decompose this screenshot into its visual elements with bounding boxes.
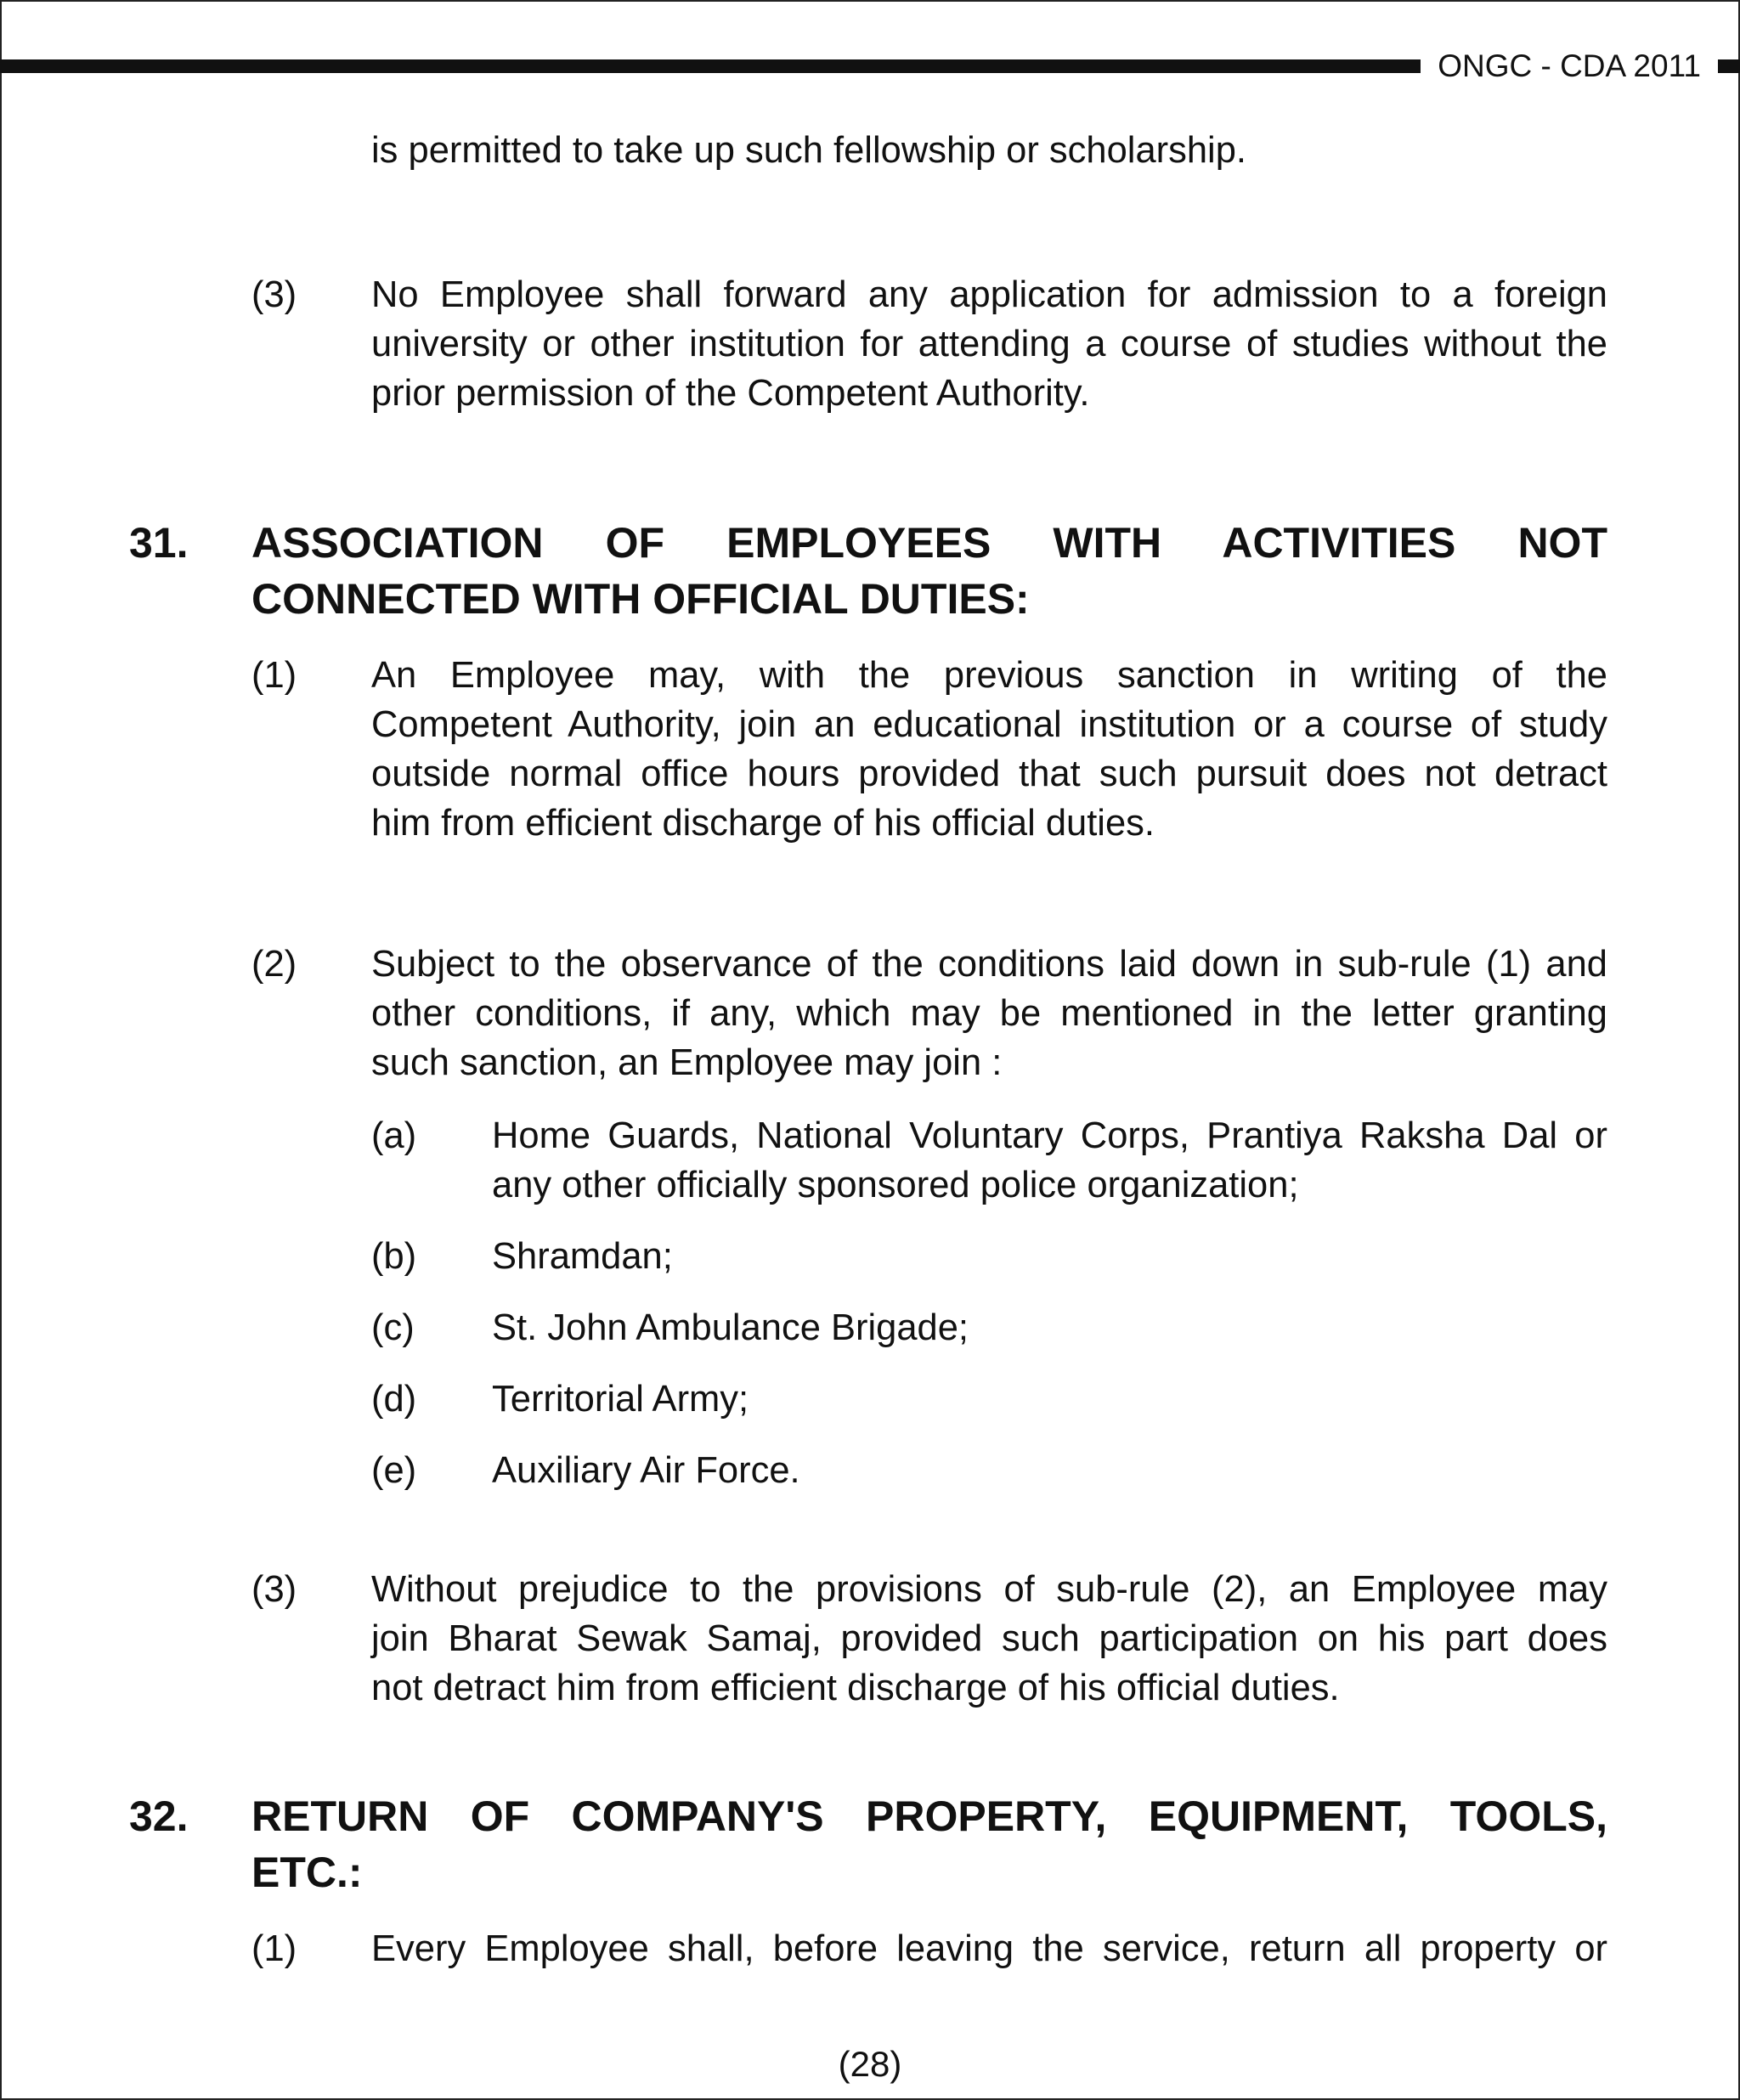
prior-rule-number: (3) bbox=[251, 274, 297, 315]
section-31-number: 31. bbox=[129, 519, 189, 567]
section-31-sub1-number: (1) bbox=[251, 655, 297, 696]
section-31-sub2-number: (2) bbox=[251, 944, 297, 985]
list-item-a-line-1: Home Guards, National Voluntary Corps, Prantiya Raksha Dal or bbox=[492, 1115, 1607, 1156]
list-item-d: Territorial Army; bbox=[492, 1379, 749, 1420]
section-31-sub2-line-2: other conditions, if any, which may be mentioned in the letter granting bbox=[371, 993, 1607, 1034]
section-31-sub3-line-3: not detract him from efficient discharge of his official duties. bbox=[371, 1668, 1340, 1708]
section-31-sub3-line-1: Without prejudice to the provisions of sub-rule (2), an Employee may bbox=[371, 1569, 1607, 1610]
section-31-heading-line-2: CONNECTED WITH OFFICIAL DUTIES: bbox=[251, 575, 1030, 623]
list-item-a-line-2: any other officially sponsored police organization; bbox=[492, 1165, 1299, 1205]
section-32-sub1-line-1: Every Employee shall, before leaving the service, return all property or bbox=[371, 1928, 1607, 1969]
section-31-sub1-line-4: him from efficient discharge of his official duties. bbox=[371, 803, 1155, 844]
list-item-label-b: (b) bbox=[371, 1236, 417, 1277]
page-number: (28) bbox=[838, 2044, 902, 2084]
section-31-sub3-number: (3) bbox=[251, 1569, 297, 1610]
list-item-e: Auxiliary Air Force. bbox=[492, 1450, 800, 1491]
section-31-heading-line-1: ASSOCIATION OF EMPLOYEES WITH ACTIVITIES NOT bbox=[251, 519, 1607, 567]
section-31-sub3-line-2: join Bharat Sewak Samaj, provided such participation on his part does bbox=[371, 1618, 1607, 1659]
section-32-number: 32. bbox=[129, 1792, 189, 1840]
document-label: ONGC - CDA 2011 bbox=[1421, 51, 1718, 82]
list-item-b: Shramdan; bbox=[492, 1236, 673, 1277]
section-31-sub1-line-1: An Employee may, with the previous sanction in writing of the bbox=[371, 655, 1607, 696]
section-31-sub1-line-3: outside normal office hours provided that such pursuit does not detract bbox=[371, 754, 1607, 794]
list-item-label-c: (c) bbox=[371, 1307, 415, 1348]
section-32-heading-line-2: ETC.: bbox=[251, 1849, 363, 1896]
section-32-heading-line-1: RETURN OF COMPANY'S PROPERTY, EQUIPMENT, TOOLS, bbox=[251, 1792, 1607, 1840]
section-31-sub1-line-2: Competent Authority, join an educational institution or a course of study bbox=[371, 704, 1607, 745]
section-31-sub2-line-1: Subject to the observance of the conditions laid down in sub-rule (1) and bbox=[371, 944, 1607, 985]
list-item-c: St. John Ambulance Brigade; bbox=[492, 1307, 969, 1348]
continuation-text: is permitted to take up such fellowship or scholarship. bbox=[371, 130, 1247, 171]
list-item-label-d: (d) bbox=[371, 1379, 417, 1420]
section-31-sub2-line-3: such sanction, an Employee may join : bbox=[371, 1042, 1003, 1083]
prior-rule-line-2: university or other institution for attending a course of studies without the bbox=[371, 324, 1607, 364]
list-item-label-e: (e) bbox=[371, 1450, 417, 1491]
prior-rule-line-1: No Employee shall forward any application for admission to a foreign bbox=[371, 274, 1607, 315]
prior-rule-line-3: prior permission of the Competent Authority. bbox=[371, 373, 1090, 414]
section-32-sub1-number: (1) bbox=[251, 1928, 297, 1969]
list-item-label-a: (a) bbox=[371, 1115, 417, 1156]
